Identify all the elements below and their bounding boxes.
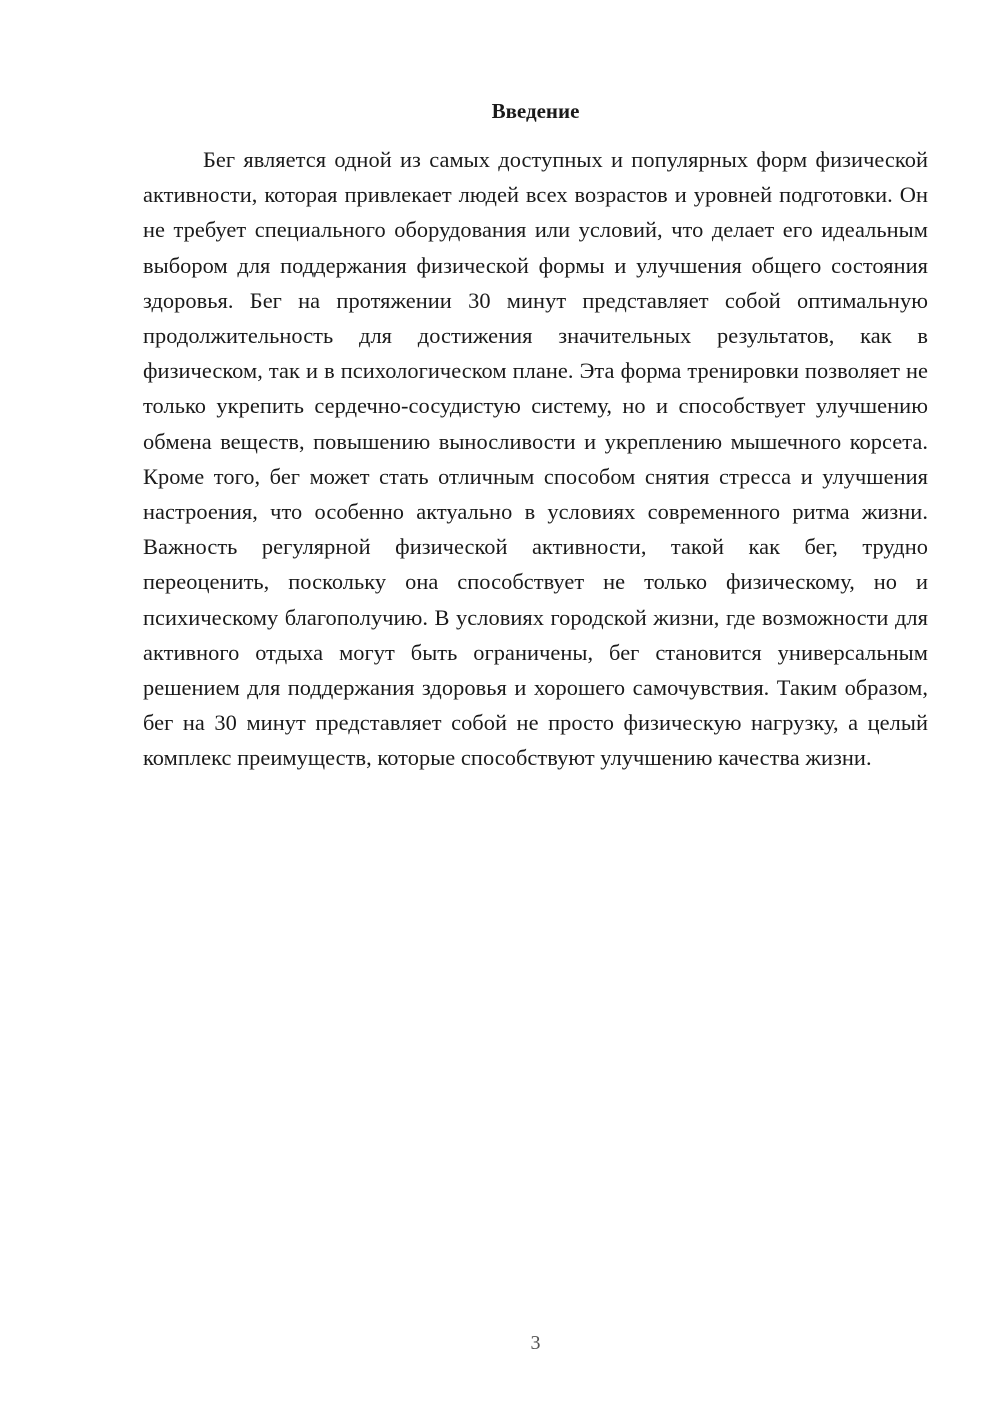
section-title: Введение [491,99,580,123]
page-number: 3 [530,1332,541,1354]
intro-paragraph: Бег является одной из самых доступных и популярных форм физической активности, которая привлекает людей всех возрастов и уровней подготовки. Он не требует специального оборудования или условий, что делает его идеальным выбором для поддержания физической формы и улучшения общего состояния здоровья. Бег на протяжении 30 минут представляет собой оптимальную продолжительность для достижения значительных результатов, как в физическом, так и в психологическом плане. Эта форма тренировки позволяет не только укрепить сердечно-сосудистую систему, но и способствует улучшению обмена веществ, повышению выносливости и укреплению мышечного корсета. Кроме того, бег может стать отличным способом снятия стресса и улучшения настроения, что особенно актуально в условиях современного ритма жизни. Важность регулярной физической активности, такой как бег, трудно переоценить, поскольку она способствует не только физическому, но и психическому благополучию. В условиях городской жизни, где возможности для активного отдыха могут быть ограничены, бег становится универсальным решением для поддержания здоровья и хорошего самочувствия. Таким образом, бег на 30 минут представляет собой не просто физическую нагрузку, а целый комплекс преимуществ, которые способствуют улучшению качества жизни. [143,147,928,771]
